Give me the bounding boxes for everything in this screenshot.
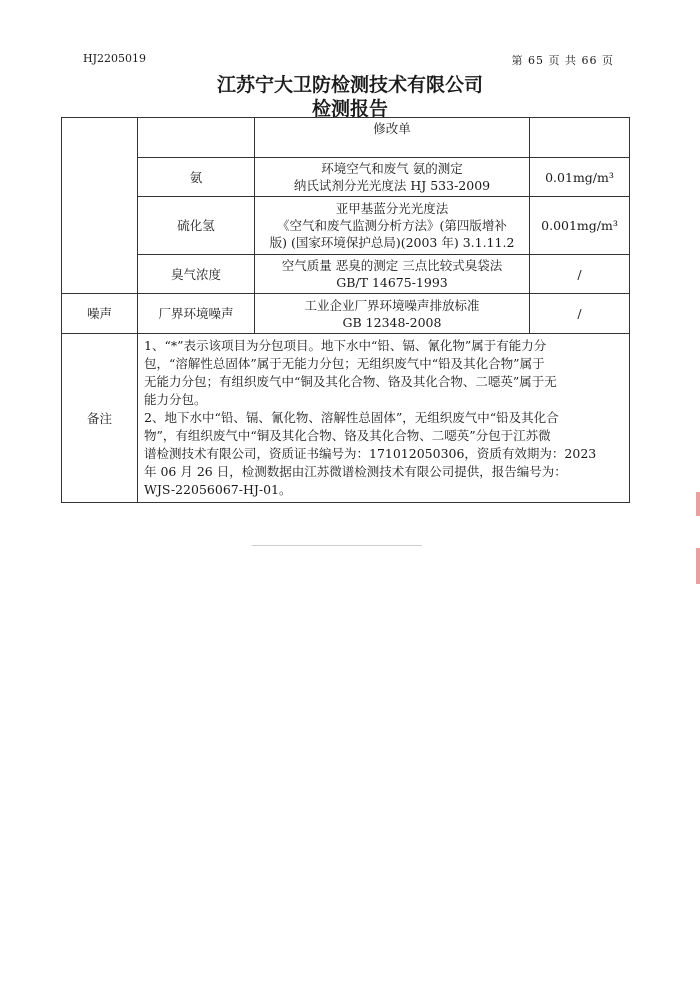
limit-cell — [530, 158, 630, 197]
method-line: 纳氏试剂分光光度法 HJ 533-2009 — [293, 178, 491, 193]
table-row — [62, 197, 630, 255]
item-cell-empty — [138, 118, 255, 158]
table-row — [62, 255, 630, 294]
limit-cell-empty — [530, 118, 630, 158]
top-note-cell — [255, 118, 530, 158]
company-title: 江苏宁大卫防检测技术有限公司 — [216, 74, 483, 96]
faint-scan-line — [252, 545, 422, 546]
remark-line: WJS-22056067-HJ-01。 — [144, 482, 292, 497]
method-cell — [255, 158, 530, 197]
table-row — [62, 118, 630, 158]
table-row — [62, 294, 630, 334]
remarks-row — [62, 334, 630, 503]
category-name: 噪声 — [86, 306, 112, 321]
remark-line: 包，“溶解性总固体”属于无能力分包；无组织废气中“铅及其化合物”属于 — [144, 356, 545, 371]
remarks-label: 备注 — [86, 410, 112, 426]
report-title: 检测报告 — [311, 98, 388, 120]
limit-cell — [530, 197, 630, 255]
category-cell-empty — [62, 118, 138, 294]
detection-limit: 0.01mg/m³ — [545, 169, 614, 185]
document-id: HJ2205019 — [83, 52, 146, 65]
detection-method-table — [61, 117, 630, 503]
remark-line: 谱检测技术有限公司，资质证书编号为：171012050306，资质有效期为：2023 — [144, 446, 597, 461]
detection-limit: 0.001mg/m³ — [541, 218, 618, 233]
item-name: 臭气浓度 — [170, 266, 221, 282]
method-line: 版) (国家环境保护总局)(2003 年) 3.1.11.2 — [269, 235, 515, 250]
method-cell — [255, 197, 530, 255]
remark-line: 1、“*”表示该项目为分包项目。地下水中“铅、镉、氰化物”属于有能力分 — [144, 338, 547, 353]
limit-cell — [530, 294, 630, 334]
method-line: 亚甲基蓝分光光度法 — [335, 201, 449, 216]
item-name: 氨 — [189, 169, 203, 185]
method-line: 环境空气和废气 氨的测定 — [321, 161, 463, 176]
method-cell — [255, 294, 530, 334]
remark-line: 物”，有组织废气中“铜及其化合物、铬及其化合物、二噁英”分包于江苏微 — [144, 428, 551, 443]
method-cell — [255, 255, 530, 294]
item-name: 硫化氢 — [177, 218, 215, 233]
detection-limit: / — [577, 306, 582, 321]
remarks-label-cell — [62, 334, 138, 503]
page-number: 第 65 页 共 66 页 — [511, 54, 614, 67]
limit-cell — [530, 255, 630, 294]
seal-edge-mark — [696, 548, 700, 584]
item-cell — [138, 255, 255, 294]
method-line: 空气质量 恶臭的测定 三点比较式臭袋法 — [281, 258, 503, 273]
method-line: GB/T 14675-1993 — [336, 275, 448, 290]
remark-line: 2、地下水中“铅、镉、氰化物、溶解性总固体”，无组织废气中“铅及其化合 — [144, 410, 559, 425]
revision-note: 修改单 — [373, 121, 411, 136]
remark-line: 无能力分包；有组织废气中“铜及其化合物、铬及其化合物、二噁英”属于无 — [144, 374, 557, 389]
method-line: 工业企业厂界环境噪声排放标准 — [304, 297, 480, 313]
item-cell — [138, 197, 255, 255]
item-cell — [138, 294, 255, 334]
method-line: GB 12348-2008 — [342, 314, 442, 330]
table-row — [62, 158, 630, 197]
category-cell — [62, 294, 138, 334]
seal-edge-mark — [696, 492, 700, 516]
method-line: 《空气和废气监测分析方法》(第四版增补 — [277, 218, 507, 233]
item-cell — [138, 158, 255, 197]
detection-limit: / — [577, 266, 582, 282]
remark-line: 年 06 月 26 日，检测数据由江苏微谱检测技术有限公司提供，报告编号为： — [144, 464, 567, 479]
remarks-cell — [138, 334, 630, 503]
item-name: 厂界环境噪声 — [158, 306, 234, 321]
remark-line: 能力分包。 — [144, 392, 207, 407]
